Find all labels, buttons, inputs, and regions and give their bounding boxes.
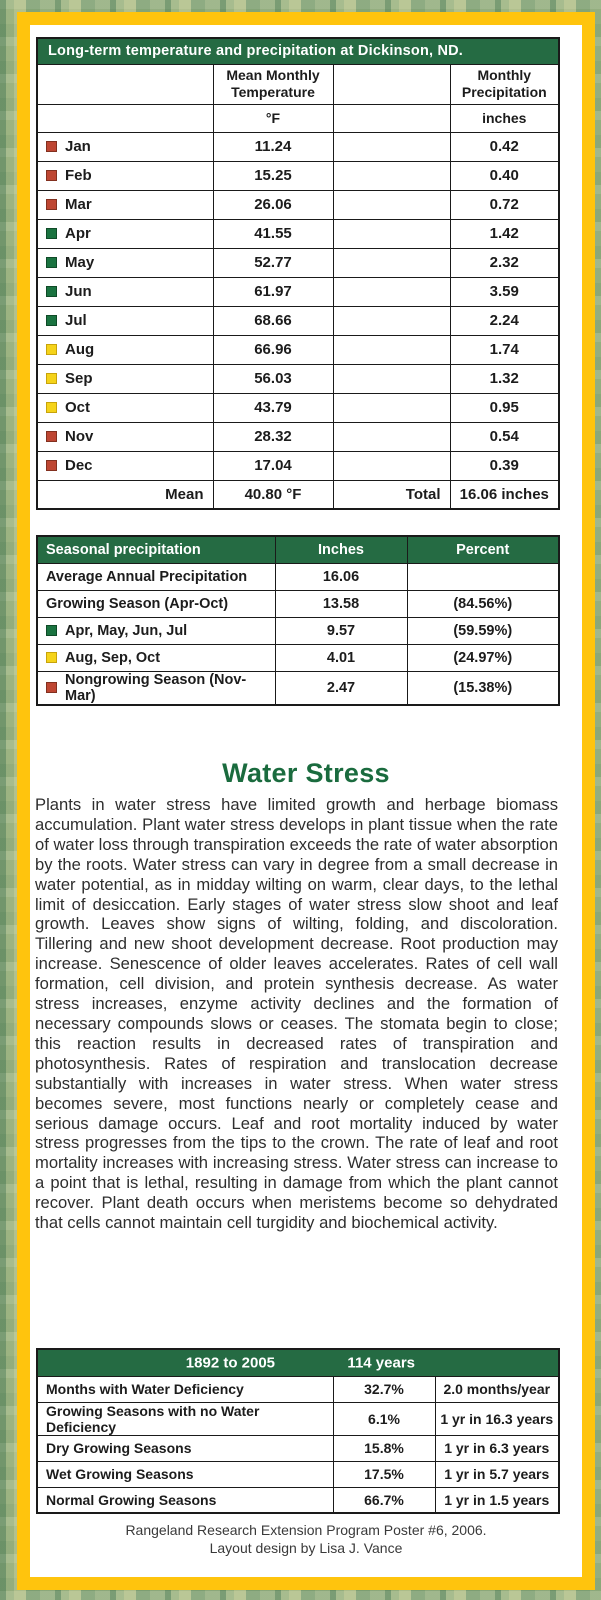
mean-label: Mean (37, 480, 213, 509)
spacer-cell (37, 64, 213, 104)
footer-credits (30, 1521, 582, 1557)
stat-percent: 32.7% (333, 1376, 435, 1402)
table-row (37, 617, 559, 644)
spacer-cell (333, 364, 450, 393)
table-row (37, 219, 559, 248)
stat-frequency: 1 yr in 1.5 years (435, 1487, 559, 1513)
precip-value: 3.59 (450, 277, 559, 306)
precip-value: 1.74 (450, 335, 559, 364)
temp-value: 11.24 (213, 132, 333, 161)
month-label: Mar (65, 196, 92, 213)
climate-table-title: Long-term temperature and precipitation at Dickinson, ND. (37, 38, 559, 64)
month-color-marker (46, 257, 57, 268)
precip-value: 0.39 (450, 451, 559, 480)
seasonal-precipitation-table (36, 535, 560, 706)
temp-value: 61.97 (213, 277, 333, 306)
inches-value: 9.57 (275, 617, 407, 644)
climate-table (36, 37, 560, 510)
spacer-cell (333, 393, 450, 422)
month-label: Aug (65, 341, 95, 358)
temp-value: 66.96 (213, 335, 333, 364)
table-row (37, 563, 559, 590)
percent-value: (24.97%) (407, 644, 559, 671)
units-row (37, 104, 559, 132)
table-row (37, 1487, 559, 1513)
month-label: Feb (65, 167, 92, 184)
season-color-marker (46, 625, 57, 636)
total-precip-value: 16.06 inches (450, 480, 559, 509)
table-row (37, 1435, 559, 1461)
precip-value: 1.32 (450, 364, 559, 393)
inches-value: 4.01 (275, 644, 407, 671)
temp-value: 52.77 (213, 248, 333, 277)
month-color-marker (46, 315, 57, 326)
inches-value: 13.58 (275, 590, 407, 617)
gold-frame (17, 12, 595, 1590)
deficiency-table-header-row (37, 1349, 559, 1376)
temp-unit: °F (213, 104, 333, 132)
month-label: Sep (65, 370, 93, 387)
table-row (37, 644, 559, 671)
month-color-marker (46, 170, 57, 181)
season-label: Apr, May, Jun, Jul (65, 622, 188, 639)
percent-column-header: Percent (407, 536, 559, 563)
table-row (37, 277, 559, 306)
month-color-marker (46, 402, 57, 413)
table-row (37, 364, 559, 393)
table-row (37, 671, 559, 705)
temp-value: 43.79 (213, 393, 333, 422)
table-row (37, 1376, 559, 1402)
stat-percent: 6.1% (333, 1402, 435, 1435)
season-color-marker (46, 682, 57, 693)
precip-value: 0.95 (450, 393, 559, 422)
table-row (37, 422, 559, 451)
temp-value: 26.06 (213, 190, 333, 219)
precip-value: 0.40 (450, 161, 559, 190)
table-row (37, 306, 559, 335)
precip-value: 2.32 (450, 248, 559, 277)
spacer-cell (37, 104, 213, 132)
month-color-marker (46, 431, 57, 442)
month-label: Apr (65, 225, 91, 242)
month-color-marker (46, 199, 57, 210)
spacer-cell (333, 422, 450, 451)
stat-label: Normal Growing Seasons (37, 1487, 333, 1513)
precip-value: 0.54 (450, 422, 559, 451)
water-stress-paragraph: Plants in water stress have limited growth and herbage biomass accumulation. Plant water stress develops in plant tissue when the rate of water loss through transpiration exceeds the rate of water absorption by the roots. Water stress can vary in degree from a small decrease in water potential, as in midday wilting on warm, clear days, to the lethal limit of desiccation. Early stages of water stress slow shoot and leaf growth. Leaves show signs of wilting, folding, and discoloration. Tillering and new shoot development decrease. Root production may increase. Senescence of older leaves accelerates. Rates of cell wall formation, cell division, and protein synthesis decrease. As water stress increases, enzyme activity declines and the formation of necessary compounds slows or ceases. The stomata begin to close; this reaction results in decreased rates of transpiration and photosynthesis. Rates of respiration and translocation decrease substantially with increases in water stress. When water stress becomes severe, most functions nearly or completely cease and serious damage occurs. Leaf and root mortality induced by water stress progresses from the tips to the crown. The rate of leaf and root mortality increases with increasing stress. Water stress can increase to a point that is lethal, resulting in damage from which the plant cannot recover. Plant death occurs when meristems become so dehydrated that cells cannot maintain cell turgidity and biochemical activity. (35, 795, 558, 1233)
stat-frequency: 1 yr in 5.7 years (435, 1461, 559, 1487)
temp-value: 17.04 (213, 451, 333, 480)
spacer-cell (333, 104, 450, 132)
stat-label: Growing Seasons with no Water Deficiency (37, 1402, 333, 1435)
spacer-cell (333, 219, 450, 248)
footer-line1: Rangeland Research Extension Program Poster #6, 2006. (125, 1522, 487, 1538)
table-row (37, 451, 559, 480)
temp-value: 28.32 (213, 422, 333, 451)
stat-frequency: 1 yr in 6.3 years (435, 1435, 559, 1461)
deficiency-table-title (37, 1349, 559, 1376)
season-label: Average Annual Precipitation (46, 568, 248, 585)
table-row (37, 190, 559, 219)
season-label: Aug, Sep, Oct (65, 649, 161, 666)
table-row (37, 393, 559, 422)
precip-value: 0.72 (450, 190, 559, 219)
month-color-marker (46, 286, 57, 297)
span-label: 114 years (347, 1354, 416, 1372)
stat-frequency: 2.0 months/year (435, 1376, 559, 1402)
climate-table-header-row (37, 64, 559, 104)
stat-percent: 17.5% (333, 1461, 435, 1487)
poster-page (30, 25, 582, 1577)
stat-percent: 15.8% (333, 1435, 435, 1461)
month-color-marker (46, 344, 57, 355)
month-color-marker (46, 141, 57, 152)
percent-value: (84.56%) (407, 590, 559, 617)
spacer-cell (333, 64, 450, 104)
spacer-cell (333, 161, 450, 190)
stat-label: Wet Growing Seasons (37, 1461, 333, 1487)
season-color-marker (46, 652, 57, 663)
month-label: Jun (65, 283, 92, 300)
table-row (37, 335, 559, 364)
month-color-marker (46, 228, 57, 239)
month-label: Jul (65, 312, 87, 329)
month-color-marker (46, 460, 57, 471)
temp-column-header: Mean Monthly Temperature (213, 64, 333, 104)
table-row (37, 248, 559, 277)
spacer-cell (333, 132, 450, 161)
percent-value: (59.59%) (407, 617, 559, 644)
table-row (37, 590, 559, 617)
month-color-marker (46, 373, 57, 384)
stat-frequency: 1 yr in 16.3 years (435, 1402, 559, 1435)
seasonal-table-title: Seasonal precipitation (37, 536, 275, 563)
spacer-cell (333, 306, 450, 335)
water-stress-heading: Water Stress (222, 758, 390, 788)
total-label: Total (333, 480, 450, 509)
inches-column-header: Inches (275, 536, 407, 563)
footer-line2: Layout design by Lisa J. Vance (209, 1540, 403, 1556)
stat-label: Months with Water Deficiency (37, 1376, 333, 1402)
season-label: Growing Season (Apr-Oct) (46, 595, 229, 612)
period-label: 1892 to 2005 (185, 1354, 276, 1372)
precip-value: 0.42 (450, 132, 559, 161)
spacer-cell (333, 277, 450, 306)
month-label: Oct (65, 399, 91, 416)
stat-percent: 66.7% (333, 1487, 435, 1513)
month-label: Nov (65, 428, 94, 445)
inches-value: 16.06 (275, 563, 407, 590)
season-label: Nongrowing Season (Nov-Mar) (65, 671, 247, 704)
temp-value: 56.03 (213, 364, 333, 393)
table-row (37, 161, 559, 190)
spacer-cell (333, 451, 450, 480)
seasonal-table-header-row (37, 536, 559, 563)
temp-value: 15.25 (213, 161, 333, 190)
table-row (37, 132, 559, 161)
mean-temp-value: 40.80 °F (213, 480, 333, 509)
month-label: Dec (65, 457, 93, 474)
stat-label: Dry Growing Seasons (37, 1435, 333, 1461)
table-row (37, 1461, 559, 1487)
precip-unit: inches (450, 104, 559, 132)
spacer-cell (333, 335, 450, 364)
inches-value: 2.47 (275, 671, 407, 705)
spacer-cell (333, 248, 450, 277)
temp-value: 68.66 (213, 306, 333, 335)
table-row (37, 1402, 559, 1435)
precip-column-header: Monthly Precipitation (450, 64, 559, 104)
precip-value: 1.42 (450, 219, 559, 248)
spacer-cell (333, 190, 450, 219)
month-label: Jan (65, 138, 91, 155)
precip-value: 2.24 (450, 306, 559, 335)
temp-value: 41.55 (213, 219, 333, 248)
deficiency-table (36, 1348, 560, 1514)
month-label: May (65, 254, 95, 271)
percent-value: (15.38%) (407, 671, 559, 705)
summary-row (37, 480, 559, 509)
climate-table-title-row (37, 38, 559, 64)
percent-value (407, 563, 559, 590)
